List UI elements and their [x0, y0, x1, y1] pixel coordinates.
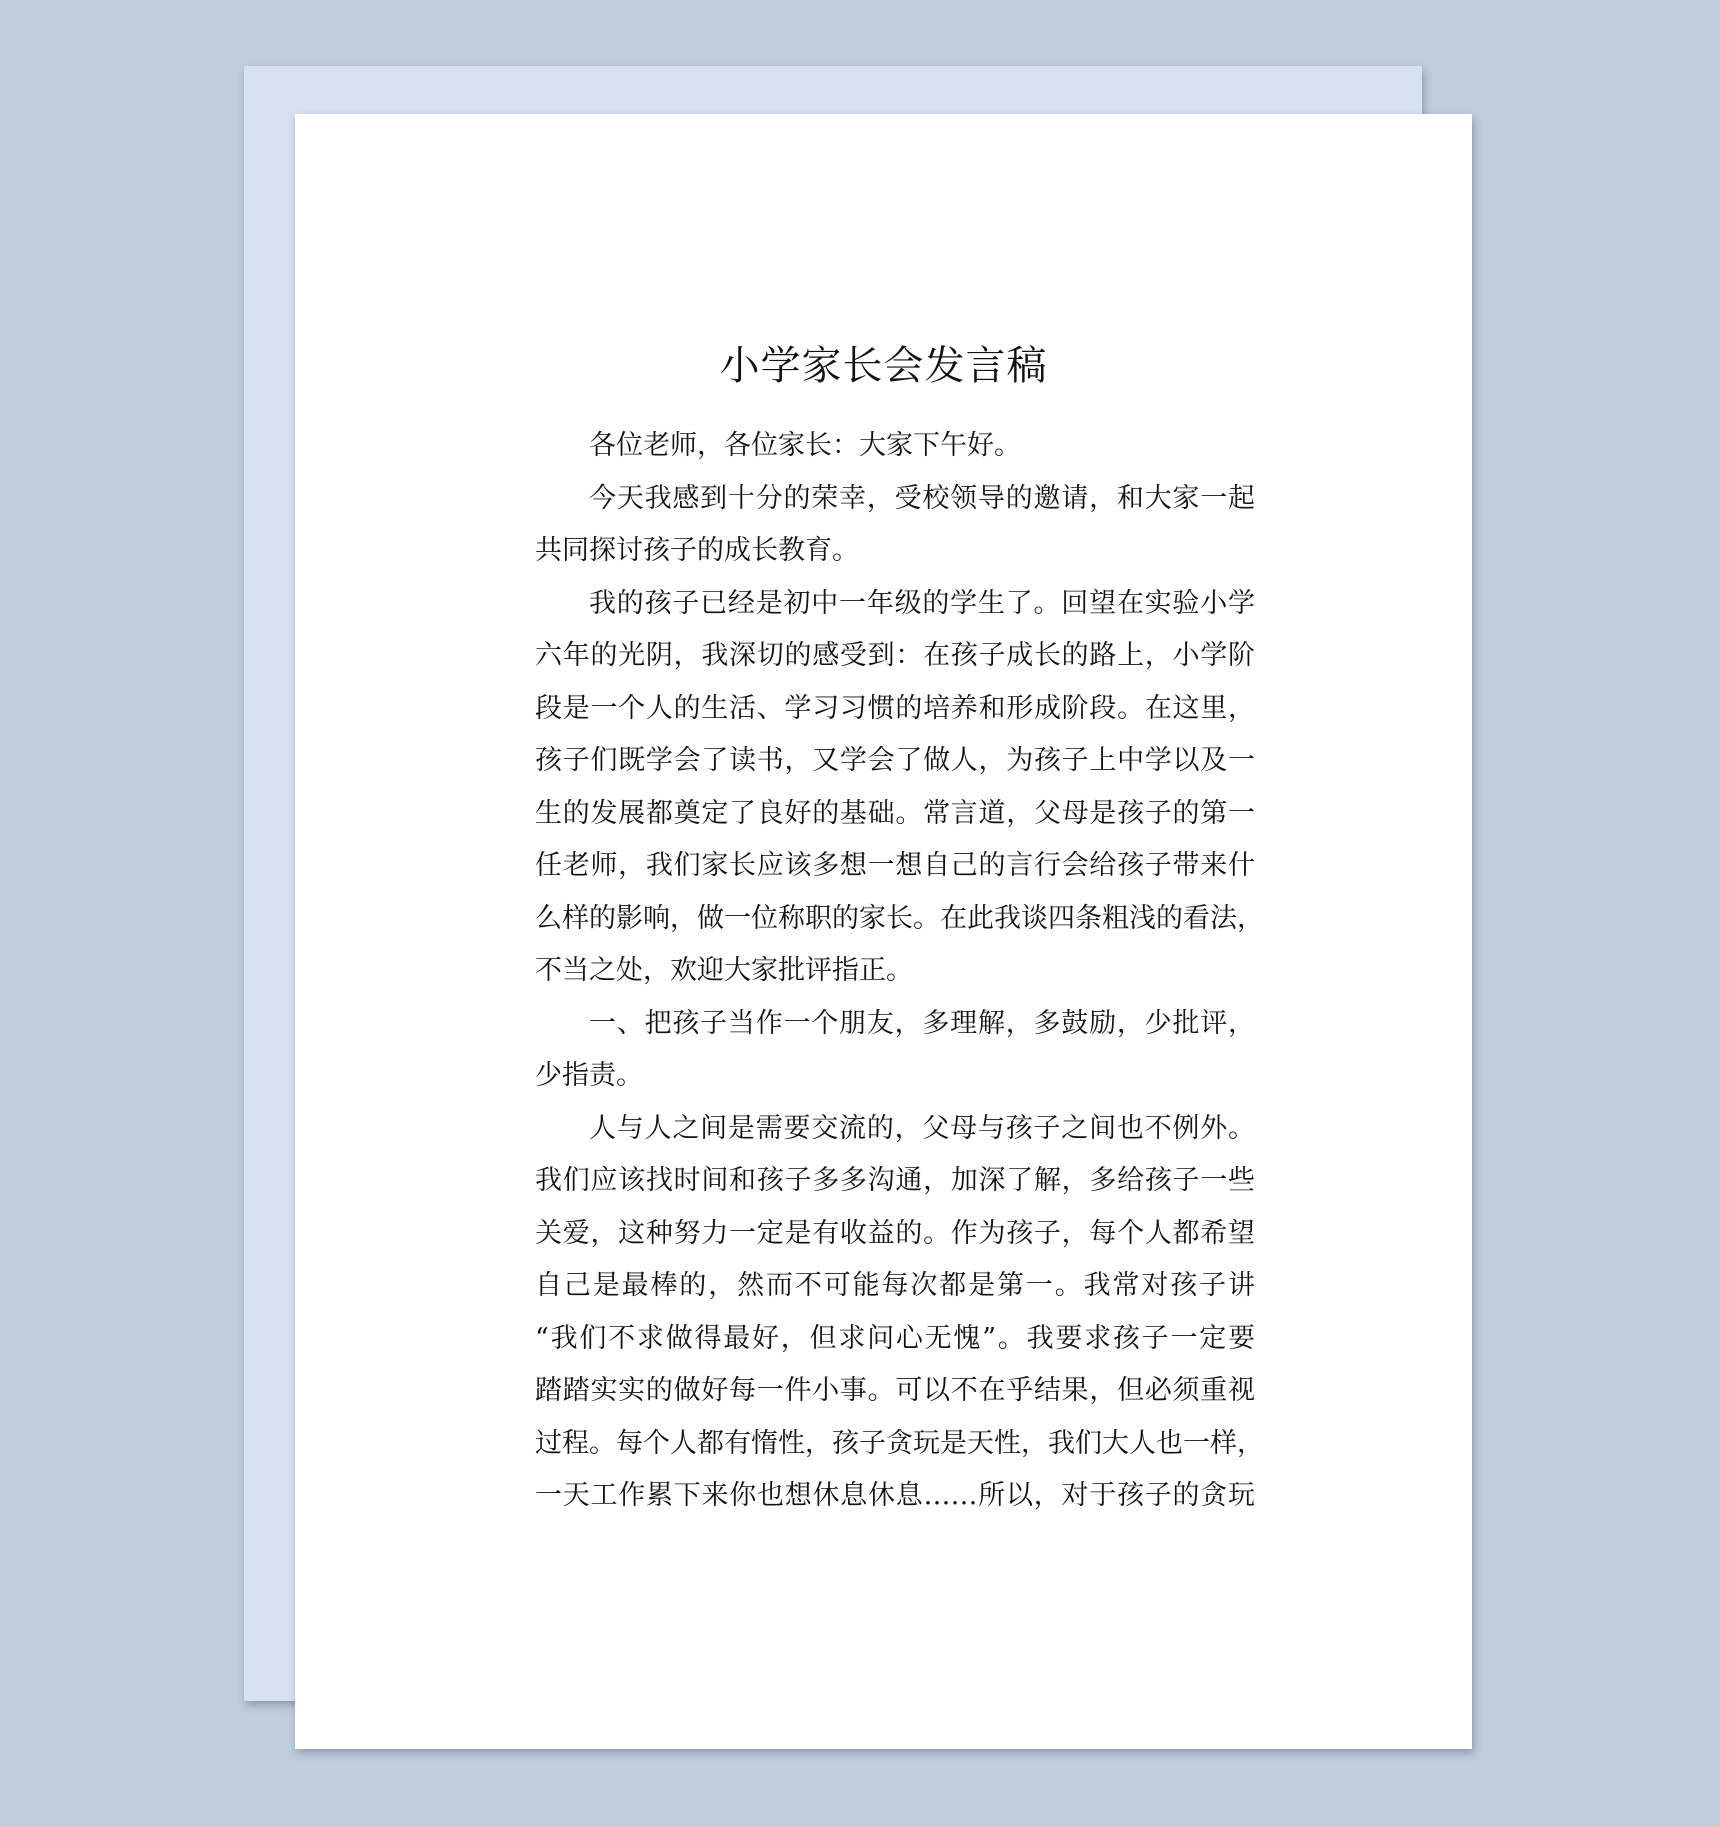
body-text-line: 踏踏实实的做好每一件小事。可以不在乎结果，但必须重视 [535, 1375, 1255, 1406]
body-text-line: 任老师，我们家长应该多想一想自己的言行会给孩子带来什 [535, 850, 1255, 881]
body-text-line: 我的孩子已经是初中一年级的学生了。回望在实验小学 [589, 587, 1255, 619]
body-text-line: 关爱，这种努力一定是有收益的。作为孩子，每个人都希望 [535, 1217, 1255, 1249]
body-text-line: “我们不求做得最好，但求问心无愧”。我要求孩子一定要 [535, 1322, 1255, 1354]
body-text-line: 自己是最棒的，然而不可能每次都是第一。我常对孩子讲 [535, 1270, 1255, 1301]
body-text-line: 我们应该找时间和孩子多多沟通，加深了解，多给孩子一些 [535, 1165, 1255, 1196]
body-text-line: 段是一个人的生活、学习习惯的培养和形成阶段。在这里， [535, 692, 1255, 724]
document-page [295, 114, 1472, 1749]
body-text-line: 今天我感到十分的荣幸，受校领导的邀请，和大家一起 [589, 482, 1255, 514]
body-text-line: 少指责。 [535, 1060, 643, 1091]
body-text-line: 六年的光阴，我深切的感受到：在孩子成长的路上，小学阶 [535, 640, 1255, 671]
document-body [535, 420, 1264, 1523]
document-title: 小学家长会发言稿 [719, 343, 1048, 389]
body-text-line: 孩子们既学会了读书，又学会了做人，为孩子上中学以及一 [535, 745, 1255, 776]
body-text-line: 过程。每个人都有惰性，孩子贪玩是天性，我们大人也一样， [535, 1427, 1264, 1459]
body-text-line: 生的发展都奠定了良好的基础。常言道，父母是孩子的第一 [535, 797, 1255, 829]
body-text-line: 不当之处，欢迎大家批评指正。 [535, 955, 913, 986]
body-text-line: 各位老师，各位家长：大家下午好。 [589, 430, 1021, 461]
body-text-line: 一、把孩子当作一个朋友，多理解，多鼓励，少批评， [589, 1007, 1255, 1039]
body-text-line: 人与人之间是需要交流的，父母与孩子之间也不例外。 [589, 1112, 1255, 1144]
body-text-line: 么样的影响，做一位称职的家长。在此我谈四条粗浅的看法， [535, 902, 1264, 934]
body-text-line: 一天工作累下来你也想休息休息……所以，对于孩子的贪玩 [535, 1480, 1255, 1511]
body-text-line: 共同探讨孩子的成长教育。 [535, 535, 859, 566]
